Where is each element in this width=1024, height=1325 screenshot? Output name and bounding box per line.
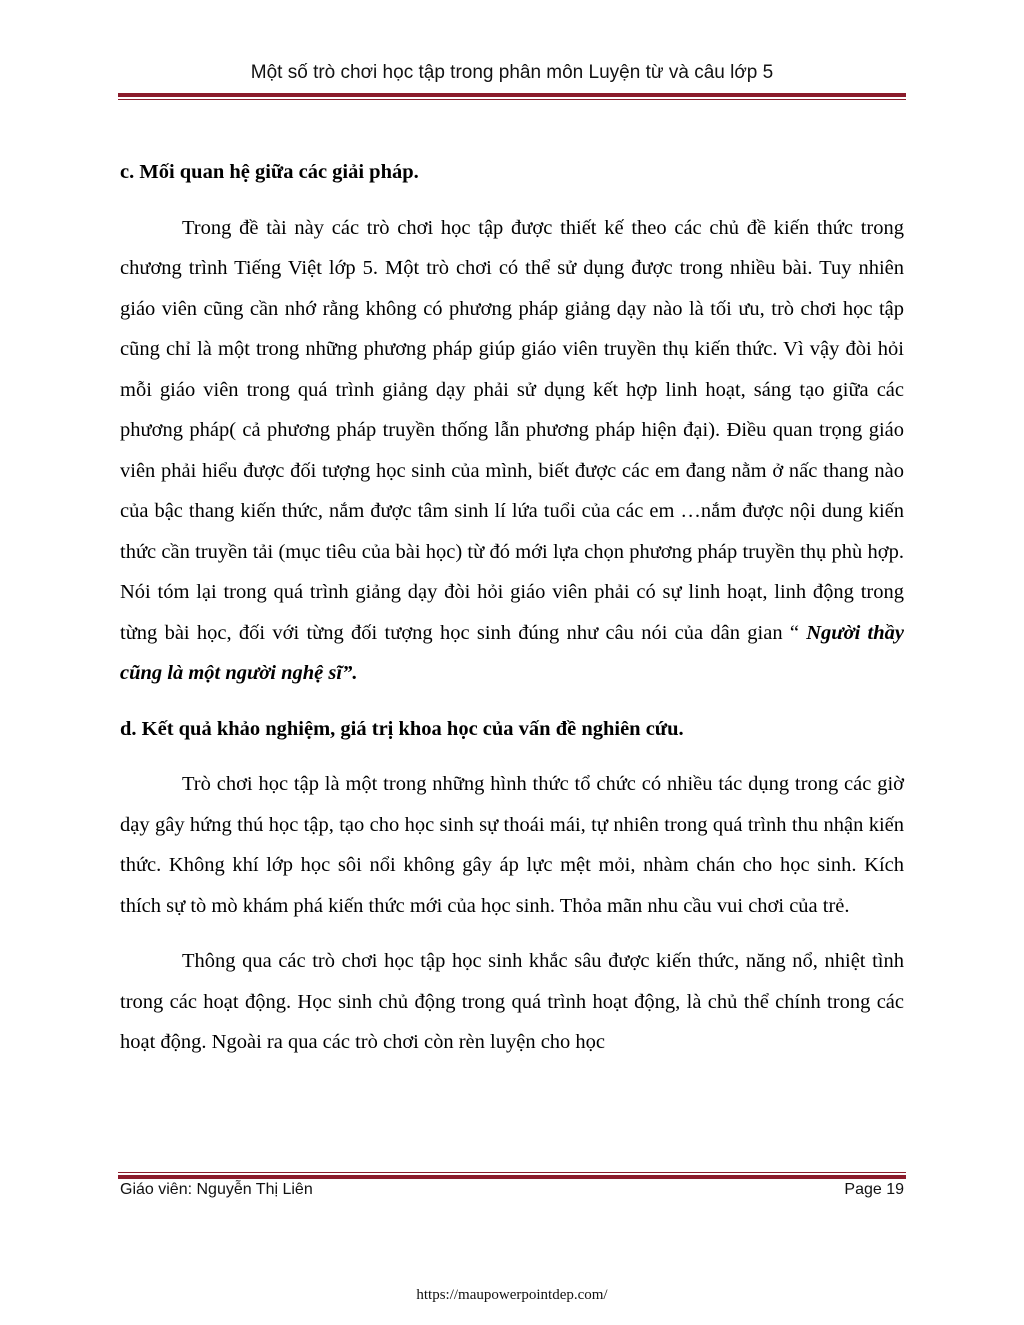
page-header-title: Một số trò chơi học tập trong phân môn Luyện từ và câu lớp 5 [250, 62, 774, 83]
section-c-paragraph-text: Trong đề tài này các trò chơi học tập được thiết kế theo các chủ đề kiến thức trong chương trình Tiếng Việt lớp 5. Một trò chơi có thể sử dụng được trong nhiều bài. Tuy nhiên giáo viên cũng cần nhớ rằng không có phương pháp giảng dạy nào là tối ưu, trò chơi học tập cũng chỉ là một trong những phương pháp giúp giáo viên truyền thụ kiến thức. Vì vậy đòi hỏi mỗi giáo viên trong quá trình giảng dạy phải sử dụng kết hợp linh hoạt, sáng tạo giữa các phương pháp( cả phương pháp truyền thống lẫn phương pháp hiện đại). Điều quan trọng giáo viên phải hiểu được đối tượng học sinh của mình, biết được các em đang nằm ở nấc thang nào của bậc thang kiến thức, nắm được tâm sinh lí lứa tuổi của các em …nắm được nội dung kiến thức cần truyền tải (mục tiêu của bài học) từ đó mới lựa chọn phương pháp truyền thụ phù hợp. Nói tóm lại trong quá trình giảng dạy đòi hỏi giáo viên phải có sự linh hoạt, linh động trong từng bài học, đối với từng đối tượng học sinh đúng như câu nói của dân gian “ [120, 216, 904, 644]
source-url-link[interactable]: https://maupowerpointdep.com/ [416, 1287, 608, 1303]
footer-page-number: Page 19 [844, 1181, 904, 1198]
section-c-paragraph [120, 208, 904, 694]
footer-teacher-name: Giáo viên: Nguyễn Thị Liên [120, 1181, 313, 1198]
section-d-paragraph-1: Trò chơi học tập là một trong những hình thức tổ chức có nhiều tác dụng trong các giờ dạy gây hứng thú học tập, tạo cho học sinh sự thoái mái, tự nhiên trong quá trình thu nhận kiến thức. Không khí lớp học sôi nổi không gây áp lực mệt mỏi, nhàm chán cho học sinh. Kích thích sự tò mò khám phá kiến thức mới của học sinh. Thỏa mãn nhu cầu vui chơi của trẻ. [120, 773, 904, 917]
header-divider [118, 93, 906, 100]
footer-divider [118, 1172, 906, 1179]
section-d-paragraph-2: Thông qua các trò chơi học tập học sinh khắc sâu được kiến thức, năng nổ, nhiệt tình trong các hoạt động. Học sinh chủ động trong quá trình hoạt động, là chủ thể chính trong các hoạt động. Ngoài ra qua các trò chơi còn rèn luyện cho học [120, 950, 904, 1053]
footer-divider-thick [118, 1175, 906, 1179]
section-d-heading: d. Kết quả khảo nghiệm, giá trị khoa học của vấn đề nghiên cứu. [120, 717, 684, 740]
section-c-heading: c. Mối quan hệ giữa các giải pháp. [120, 161, 419, 183]
section-c-quote: Người thầy cũng là một người nghệ sĩ”. [120, 621, 904, 684]
header-divider-thin [118, 99, 906, 100]
document-body [120, 152, 904, 1078]
